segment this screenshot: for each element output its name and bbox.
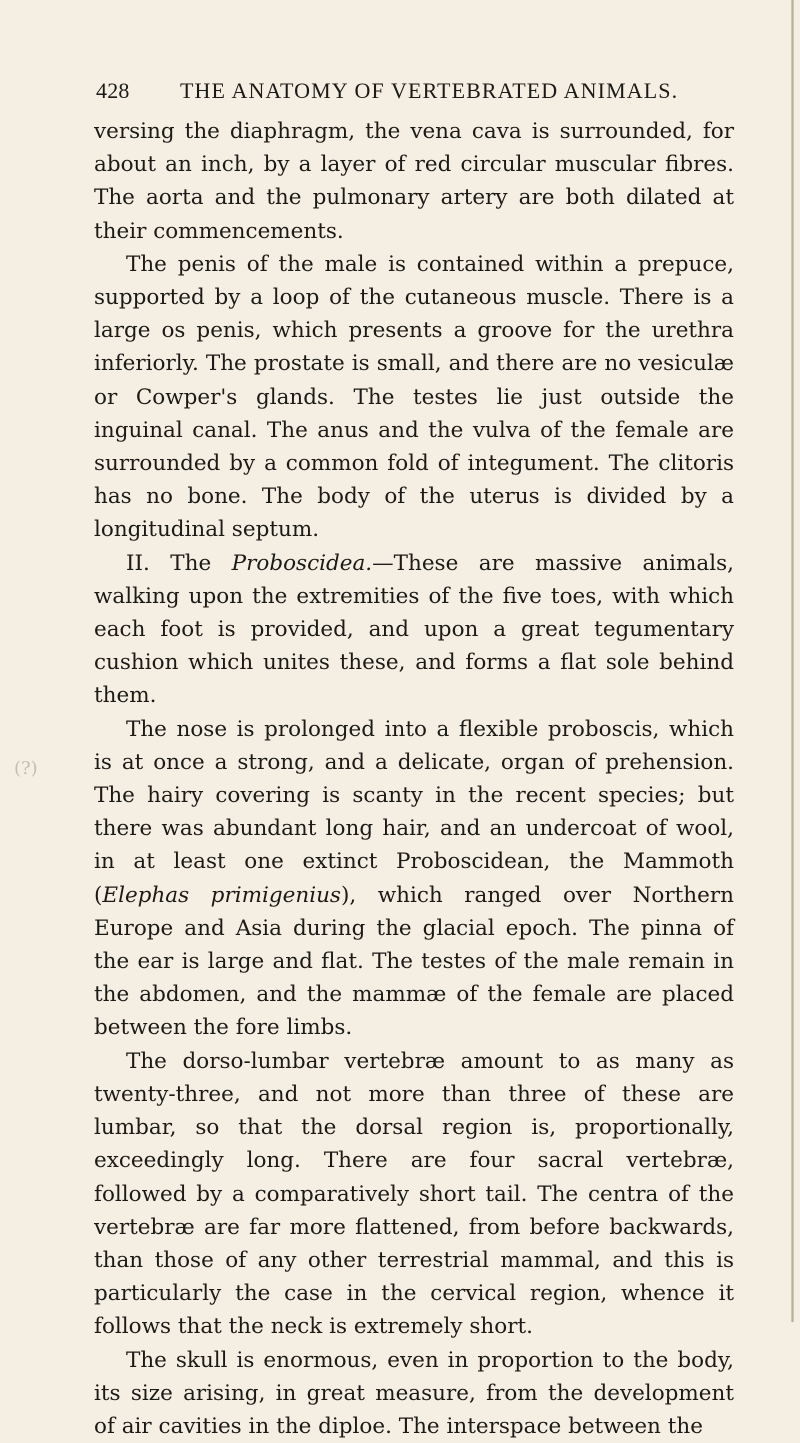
paragraph-skull: The skull is enormous, even in proportion to the body, its size arising, in great measure, from the development of air cavities in the diploe. The interspace between the xyxy=(94,1347,734,1439)
margin-annotation: (?) xyxy=(14,758,38,779)
paragraph-vertebrae: The dorso-lumbar vertebræ amount to as many as twenty-three, and not more than three of these are lumbar, so that the dorsal region is, proportionally, exceedingly long. There are four sacral vertebræ, followed by a comparatively short tail. The centra of the vertebræ are far more flattened, from before backwards, than those of any other terrestrial mammal, and this is particularly the case in the cervical region, whence it follows that the neck is extremely short. xyxy=(94,1048,734,1340)
species-elephas-primigenius: Elephas primigenius xyxy=(102,882,341,908)
page-number: 428 xyxy=(96,78,130,103)
paragraph-nose-part1: The nose is prolonged into a flexible proboscis, which is at once a strong, and a delicate, organ of prehension. The hairy covering is scanty in the recent species; but there was abundant long hair, and an undercoat of wool, in at least one extinct Proboscidean, the Mammoth ( xyxy=(94,716,734,908)
paragraph-proboscidea xyxy=(94,547,734,713)
paragraph-nose-part2: ), which ranged over Northern Europe and Asia during the glacial epoch. The pinna of the ear is large and flat. The testes of the male remain in the abdomen, and the mammæ of the female are placed between the fore limbs. xyxy=(94,882,734,1041)
page-body xyxy=(94,115,734,1443)
running-title: THE ANATOMY OF VERTEBRATED ANIMALS. xyxy=(180,78,679,103)
section-rest: —These are massive animals, walking upon the extremities of the five toes, with which each foot is provided, and upon a great tegumentary cushion which unites these, and forms a flat sole behind them. xyxy=(94,550,734,709)
page-edge-shadow xyxy=(791,0,794,1322)
section-lead: II. The xyxy=(126,550,232,576)
taxon-proboscidea: Proboscidea. xyxy=(231,550,373,576)
paragraph-continuation: versing the diaphragm, the vena cava is surrounded, for about an inch, by a layer of red circular muscular fibres. The aorta and the pulmonary artery are both dilated at their commencements. xyxy=(94,119,734,244)
running-header xyxy=(96,78,696,108)
paragraph-penis: The penis of the male is contained within a prepuce, supported by a loop of the cutaneous muscle. There is a large os penis, which presents a groove for the urethra inferiorly. The prostate is small, and there are no vesiculæ or Cowper's glands. The testes lie just outside the inguinal canal. The anus and the vulva of the female are surrounded by a common fold of integument. The clitoris has no bone. The body of the uterus is divided by a longitudinal septum. xyxy=(94,251,734,543)
paragraph-nose xyxy=(94,713,734,1045)
